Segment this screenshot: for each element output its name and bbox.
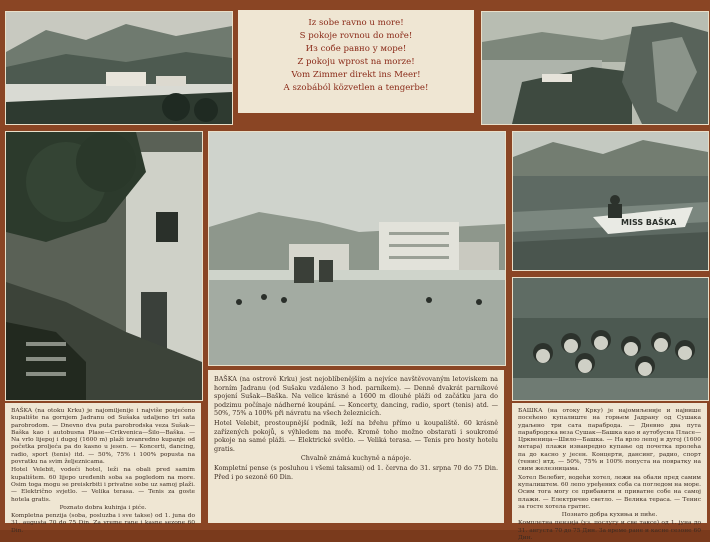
photo-motor-boat (512, 131, 709, 271)
slogans-box (238, 10, 474, 113)
photo-swimmers-group (512, 277, 709, 401)
slogan-serbian: Из собе равно у море! (305, 44, 407, 54)
czech-hotel: Hotel Velebit, prostoupnější podnik, leží na břehu přímo u koupaliště. 60 krásně zařízených pokojů, s výhledem na moře. Kromě toho možno obstarati i soukromé pokoje na samé pláži. — Elektrické světlo. — Veliká terasa. — Tenis pro hosty hotelu gratis. (214, 418, 498, 453)
slogan-croatian: Iz sobe ravno u more! (308, 18, 404, 28)
croatian-hotel: Hotel Velebit, vodeći hotel, leži na obali pred samim kupalištem. 60 lijepo uređenih soba sa pogledom na more. Osim toga mogu se preiskrbiti i privatne sobe uz samoj plaži. — Električno svjetlo. — Velika terasa. — Tenis za goste hotela gratis. (11, 467, 195, 503)
boat-name-label: MISS BAŠKA (621, 218, 677, 227)
photo-town-panorama (5, 11, 233, 125)
serbian-cuisine: Познато добра кухиња и пиће. (561, 512, 658, 519)
serbian-hotel: Хотел Велебит, водећи хотел, лежи на обали пред самим купалиштем. 60 лепо уређених соба са погледом на море. Осим тога могу се прибавити и приватне собе на самој плажи. — Електрично светло. — Велика тераса. — Тенис за госте хотела гратис. (518, 474, 701, 510)
slogan-german: Vom Zimmer direkt ins Meer! (291, 70, 421, 80)
czech-intro: BAŠKA (na ostrově Krku) jest nejoblíbenějším a nejvíce navštěvovaným letoviskem na horním Jadranu (od Sušaku vzdáleno 3 hod. parníkem). — Denně dvakrát parníkové spojení Sušak—Baška. Na velice krásné a 1600 m dlouhé pláži od začátku jara do podzimu počínaje nádherné koupání. — Koncerty, dancing, radio, sport (tenis) atd. — 50%, 75% a 100% při návratu na všech železnicích. (214, 375, 498, 418)
slogan-czech: S pokoje rovnou do moře! (299, 31, 413, 41)
croatian-intro: BAŠKA (na otoku Krku) je najomiljenije i najviše posjećeno kupalište na gornjem Jadranu od Sušaka udaljeno tri sata parobrodom. — Dnevno dva puta parobrodska veza Sušak—Baška kao i autobusna Plase—Crikvenica—Šilo—Baška. — Na vrlo lijepoj i dugoj (1600 m) plaži izvanredno kupanje od početka proljeća pa do kasno u jesen. — Koncerti, dancing, radio, sport (tenis) itd. — 50%, 75% i 100% popusta na povratku na svim željeznicama. (11, 408, 195, 466)
czech-cuisine: Chvalně známá kuchyně a nápoje. (300, 454, 412, 463)
serbian-pension: Комплетна пензија (уз. послугу и све таксе) од 1. јуна до 31. августа 70 до 75 Дин. За време ране и касне сезоне 60 Дин. (518, 520, 701, 542)
photo-beach-hotel (208, 131, 506, 366)
slogan-hungarian: A szobából közvetlen a tengerbe! (283, 83, 429, 93)
text-serbian (512, 403, 707, 542)
croatian-pension: Kompletna penzija (soba, posluzba i sve takse) od 1. juna do 31. augusta 70 do 75 Din. Za vreme rane i kasne sezone 60 Din. (11, 513, 195, 534)
photo-village-street (5, 131, 203, 401)
photo-coastal-cliffs (481, 11, 709, 125)
czech-pension: Kompletní pense (s posluhou i všemi taksami) od 1. června do 31. srpna 70 do 75 Din. Před i po sezoně 60 Din. (214, 463, 498, 481)
croatian-cuisine: Poznato dobra kuhinja i piće. (59, 504, 147, 511)
serbian-intro: БАШКА (на отоку Крку) је најомиљеније и највише посећено купалиште на горњем Јадрану од Сушака удаљено три сата параброда. — Дневно два пута парабродска веза Сушак—Башка као и аутобусна Пласе—Црквеница—Шило—Башка. — На врло лепој и дугој (1600 метара) плажи изванредно купање од почетка пролећа па до касно у јесен. Концерти, дансинг, радио, спорт (тенис) итд. — 50%, 75% и 100% попуста на повратку на свим железницама. (518, 408, 701, 473)
text-croatian (5, 403, 201, 534)
text-czech (208, 370, 504, 523)
slogan-polish: Z pokoju wprost na morze! (297, 57, 415, 67)
